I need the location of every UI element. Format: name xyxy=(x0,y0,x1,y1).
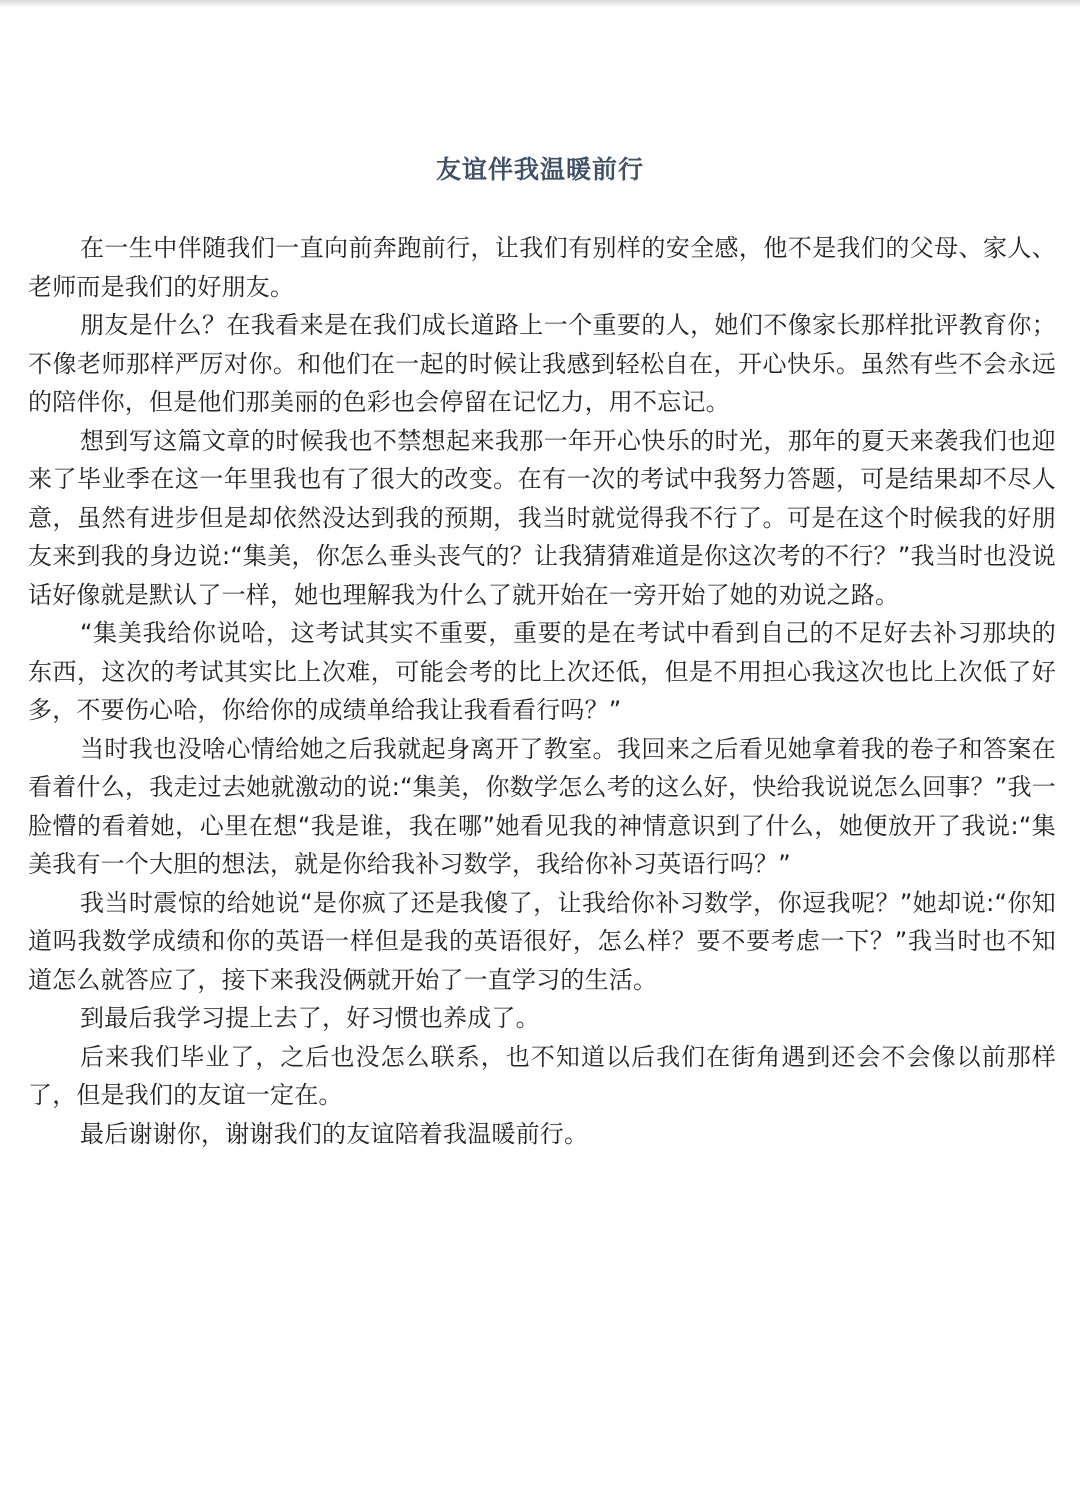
article-body xyxy=(28,229,1056,1153)
article-title: 友谊伴我温暖前行 xyxy=(435,155,644,184)
paragraph-5: 当时我也没啥心情给她之后我就起身离开了教室。我回来之后看见她拿着我的卷子和答案在看着什么，我走过去她就激动的说:“集美，你数学怎么考的这么好，快给我说说怎么回事？”我一脸懵的看着她，心里在想“我是谁，我在哪”她看见我的神情意识到了什么，她便放开了我说:“集美我有一个大胆的想法，就是你给我补习数学，我给你补习英语行吗？” xyxy=(28,734,1056,878)
paragraph-2: 朋友是什么？在我看来是在我们成长道路上一个重要的人，她们不像家长那样批评教育你；不像老师那样严厉对你。和他们在一起的时候让我感到轻松自在，开心快乐。虽然有些不会永远的陪伴你，但是他们那美丽的色彩也会停留在记忆力，用不忘记。 xyxy=(28,311,1056,416)
paragraph-6: 我当时震惊的给她说“是你疯了还是我傻了，让我给你补习数学，你逗我呢？”她却说:“你知道吗我数学成绩和你的英语一样但是我的英语很好，怎么样？要不要考虑一下？”我当时也不知道怎么就答应了，接下来我没俩就开始了一直学习的生活。 xyxy=(28,888,1056,994)
paragraph-1: 在一生中伴随我们一直向前奔跑前行，让我们有别样的安全感，他不是我们的父母、家人、老师而是我们的好朋友。 xyxy=(28,234,1056,301)
paragraph-3: 想到写这篇文章的时候我也不禁想起来我那一年开心快乐的时光，那年的夏天来袭我们也迎来了毕业季在这一年里我也有了很大的改变。在有一次的考试中我努力答题，可是结果却不尽人意，虽然有进步但是却依然没达到我的预期，我当时就觉得我不行了。可是在这个时候我的好朋友来到我的身边说:“集美，你怎么垂头丧气的？让我猜猜难道是你这次考的不行？”我当时也没说话好像就是默认了一样，她也理解我为什么了就开始在一旁开始了她的劝说之路。 xyxy=(28,426,1056,609)
paragraph-7: 到最后我学习提上去了，好习惯也养成了。 xyxy=(80,1004,540,1032)
paragraph-8: 后来我们毕业了，之后也没怎么联系，也不知道以后我们在街角遇到还会不会像以前那样了，但是我们的友谊一定在。 xyxy=(28,1042,1056,1109)
paragraph-4: “集美我给你说哈，这考试其实不重要，重要的是在考试中看到自己的不足好去补习那块的东西，这次的考试其实比上次难，可能会考的比上次还低，但是不用担心我这次也比上次低了好多，不要伤心哈，你给你的成绩单给我让我看看行吗？” xyxy=(28,619,1056,724)
paragraph-9: 最后谢谢你，谢谢我们的友谊陪着我温暖前行。 xyxy=(80,1119,589,1148)
